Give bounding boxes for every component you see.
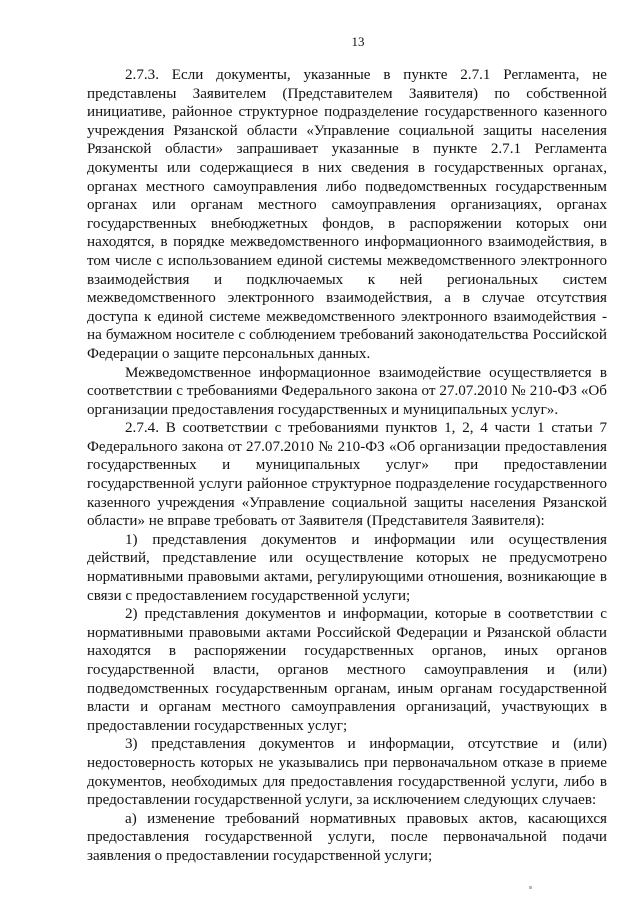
scan-speck bbox=[529, 886, 532, 889]
list-item-a: а) изменение требований нормативных правовых актов, касающихся предоставления государственной услуги, после первоначальной подачи заявления о предоставлении государственной услуги; bbox=[87, 810, 607, 864]
page-number: 13 bbox=[351, 34, 365, 49]
list-item-1: 1) представления документов и информации или осуществления действий, представление или осуществление которых не предусмотрено нормативными правовыми актами, регулирующими отношения, возникающие в связи с предоставлением государственной услуги; bbox=[87, 531, 607, 604]
paragraph-2-7-3: 2.7.3. Если документы, указанные в пункте 2.7.1 Регламента, не представлены Заявителем (Представителем Заявителя) по собственной инициативе, районное структурное подразделение государственного казенного учреждения Рязанской области «Управление социальной защиты населения Рязанской области» запрашивает указанные в пункте 2.7.1 Регламента документы или содержащиеся в них сведения в государственных органах, органах местного самоуправления либо подведомственных государственным органах или органам местного самоуправления организациях, органах государственных внебюджетных фондов, в распоряжении которых они находятся, в порядке межведомственного информационного взаимодействия, в том числе с использованием единой системы межведомственного электронного взаимодействия и подключаемых к ней региональных систем межведомственного электронного взаимодействия, а в случае отсутствия доступа к единой системе межведомственного электронного взаимодействия - на бумажном носителе с соблюдением требований законодательства Российской Федерации о защите персональных данных. bbox=[87, 67, 607, 362]
list-item-3: 3) представления документов и информации, отсутствие и (или) недостоверность которых не указывались при первоначальном отказе в приеме документов, необходимых для предоставления государственной услуги, либо в предоставлении государственной услуги, за исключением следующих случаев: bbox=[87, 736, 607, 809]
paragraph-interagency-interaction: Межведомственное информационное взаимодействие осуществляется в соответствии с требованиями Федерального закона от 27.07.2010 № 210-ФЗ «Об организации предоставления государственных и муниципальных услуг». bbox=[87, 364, 607, 418]
document-body bbox=[87, 66, 607, 866]
list-item-2: 2) представления документов и информации, которые в соответствии с нормативными правовыми актами Российской Федерации и Рязанской области находятся в распоряжении государственных органов, иных органов государственной власти, органов местного самоуправления и (или) подведомственных государственным органам, иным органам государственной власти и органам местного самоуправления организаций, участвующих в предоставлении государственных услуг; bbox=[87, 606, 607, 734]
paragraph-2-7-4: 2.7.4. В соответствии с требованиями пунктов 1, 2, 4 части 1 статьи 7 Федерального закона от 27.07.2010 № 210-ФЗ «Об организации предоставления государственных и муниципальных услуг» при предоставлении государственной услуги районное структурное подразделение государственного казенного учреждения «Управление социальной защиты населения Рязанской области» не вправе требовать от Заявителя (Представителя Заявителя): bbox=[87, 420, 607, 530]
